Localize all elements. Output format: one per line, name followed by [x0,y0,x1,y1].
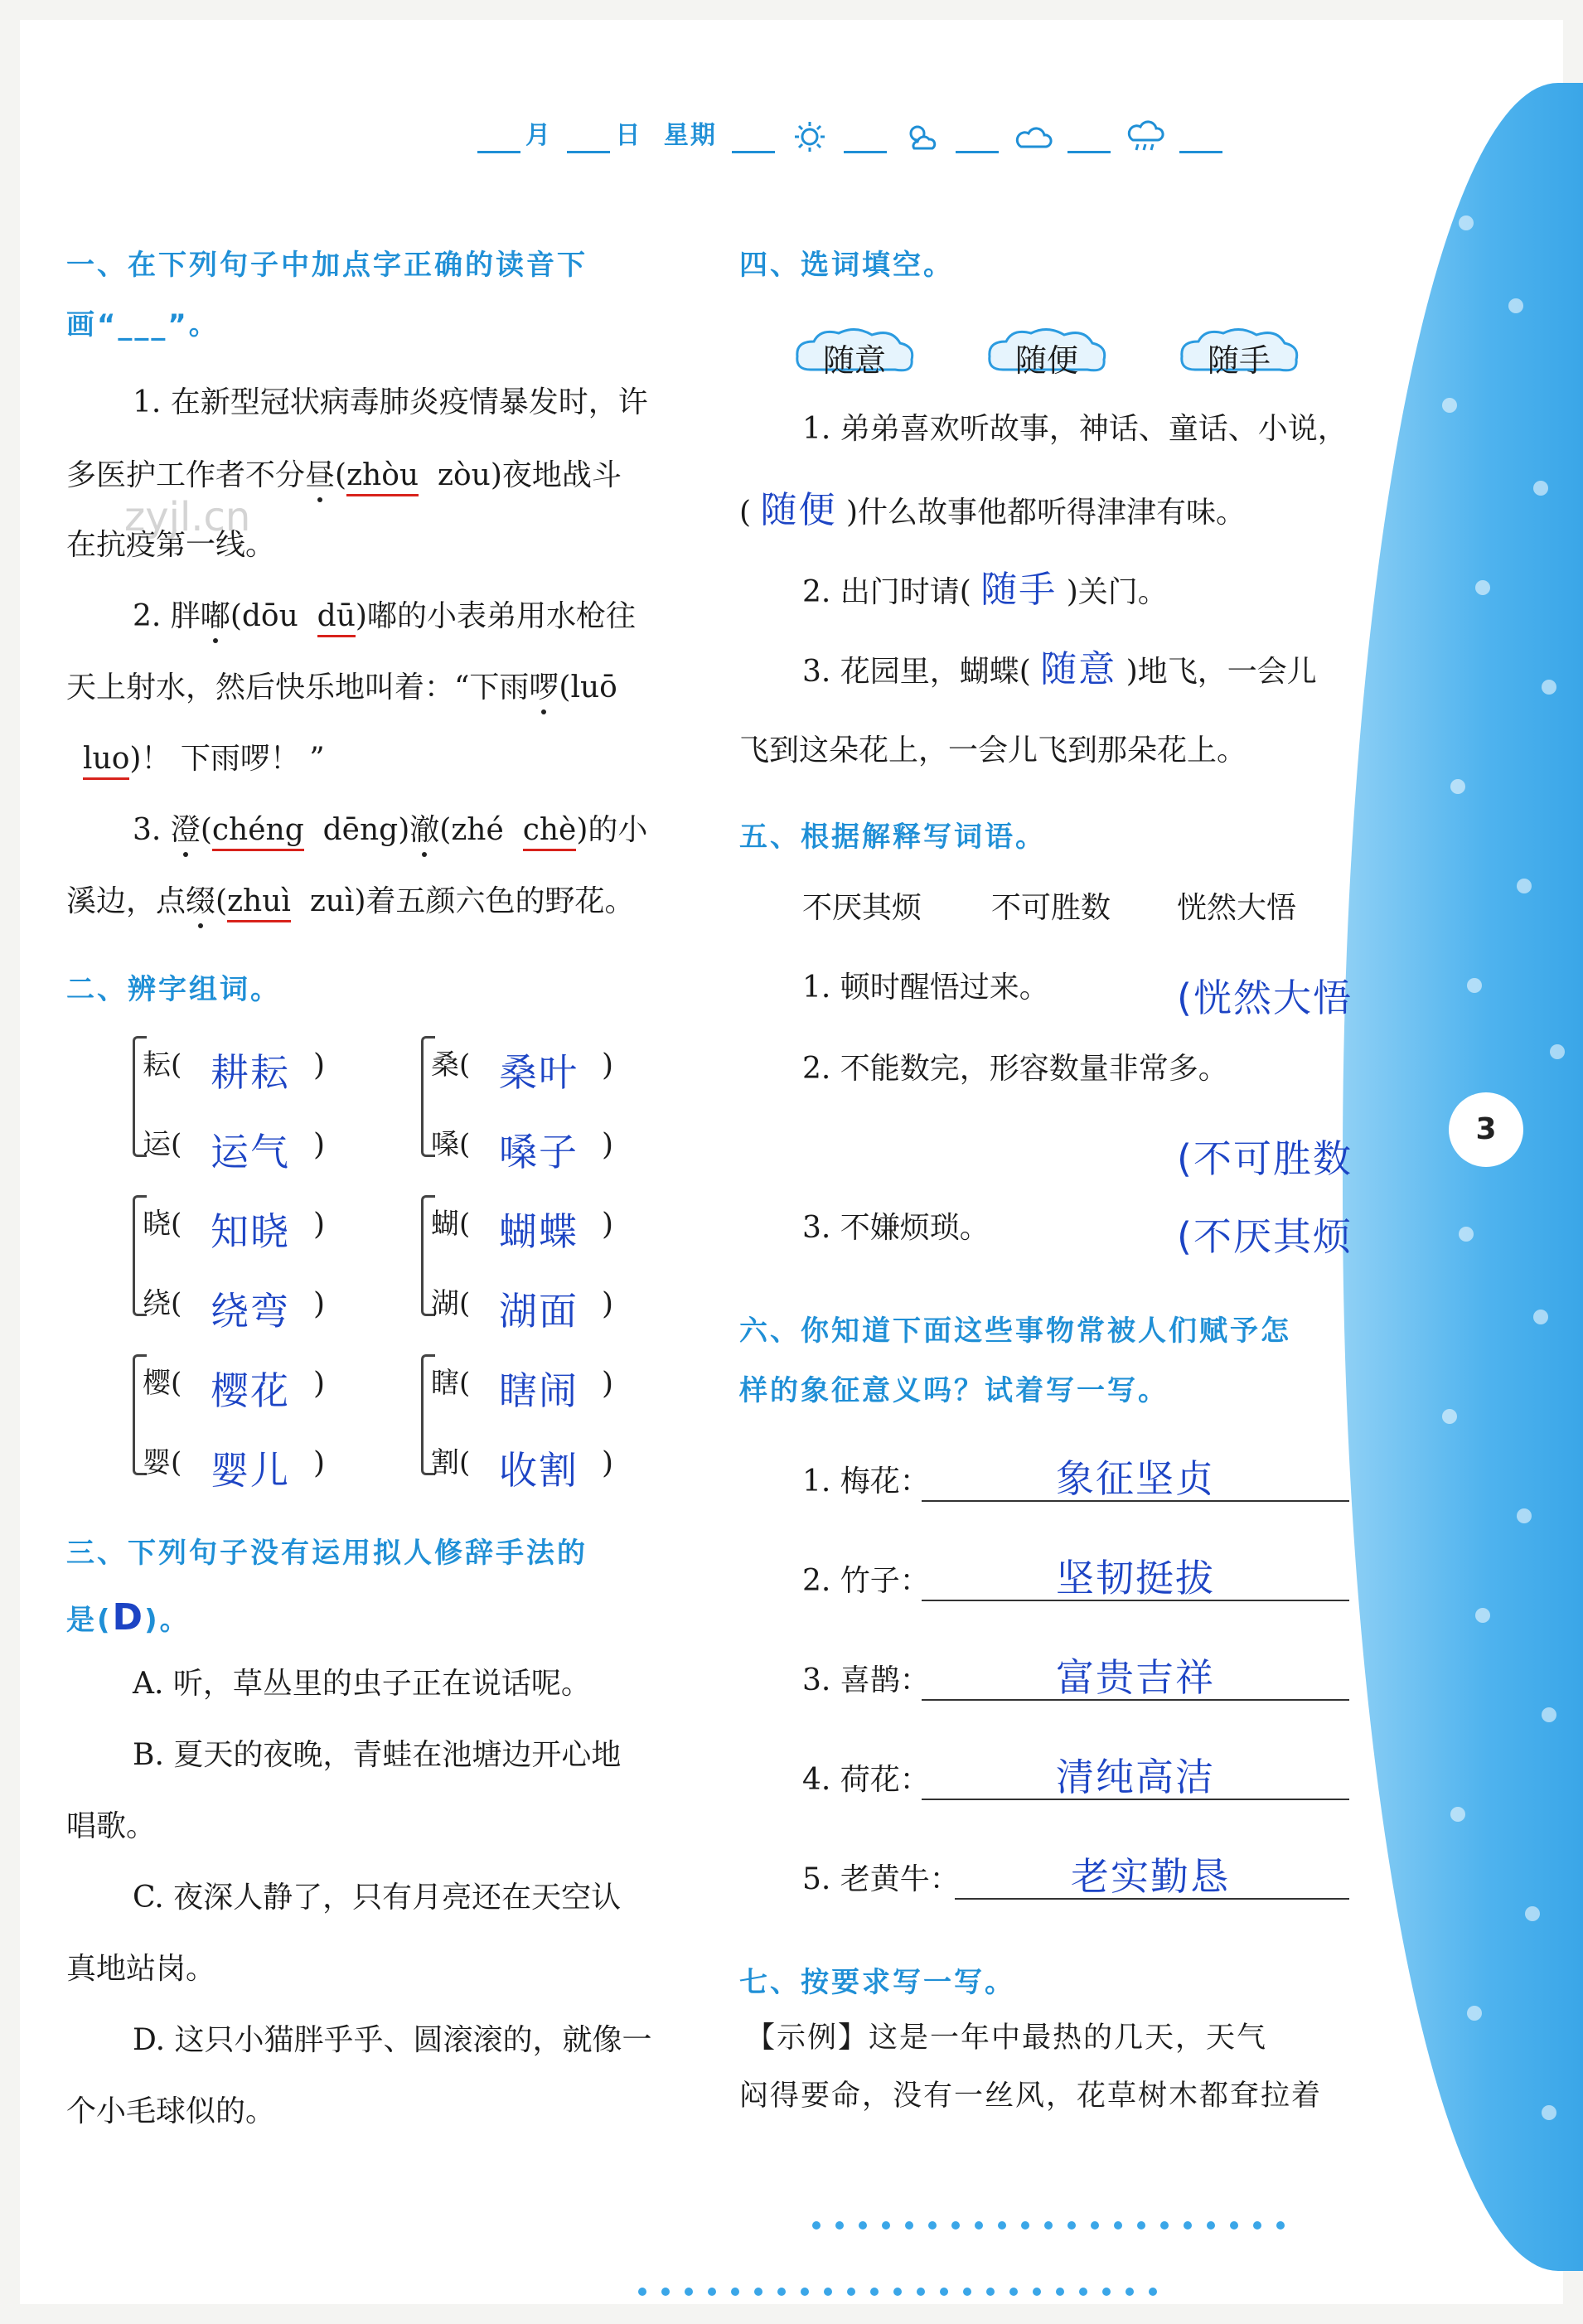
option-b-line2: 唱歌。 [66,1809,157,1843]
word-cloud: 随便 [985,325,1109,376]
s4-q1-line2: ( 随便 )什么故事他都听得津津有味。 [739,489,1246,531]
option-d-line2: 个小毛球似的。 [66,2094,276,2128]
q1-line2: 多医护工作者不分昼(zhòu zòu)夜地战斗 [66,461,622,491]
s5-answer-2: (不可胜数 [1177,1136,1353,1181]
rainy-icon [1126,120,1164,153]
option-a: A. 听，草丛里的虫子正在说话呢。 [133,1667,591,1701]
s6-label: 2. 竹子： [802,1564,930,1598]
s5-option: 恍然大悟 [1177,891,1297,925]
option-b-line1: B. 夏天的夜晚，青蛙在池塘边开心地 [133,1738,622,1772]
answer-letter: D [112,1596,145,1639]
char-prompt: 樱( [143,1367,182,1400]
option-c-line2: 真地站岗。 [66,1952,216,1986]
date-header [472,114,1227,153]
s5-q3: 3. 不嫌烦琐。 [802,1211,990,1245]
partly-sunny-icon [903,120,941,153]
option-c-line1: C. 夜深人静了，只有月亮还在天空认 [133,1881,622,1915]
s5-option: 不厌其烦 [802,891,922,925]
s5-answer-1: (恍然大悟 [1177,976,1353,1020]
answer-word: 运气 [211,1130,290,1174]
day-label: 日 [615,121,642,150]
s6-answer: 坚韧挺拔 [1056,1556,1215,1600]
q1-line3: 在抗疫第一线。 [66,528,276,562]
decorative-dots [638,2288,1172,2296]
s6-answer: 象征坚贞 [1056,1456,1215,1501]
char-prompt: 绕( [143,1287,182,1320]
section-6-title-line2: 样的象征意义吗？试着写一写。 [739,1374,1169,1407]
char-prompt: 湖( [431,1287,471,1320]
q3-line1: 3. 澄(chéng dēng)澈(zhé chè)的小 [133,816,647,845]
answer-word: 随手 [980,569,1058,611]
s6-label: 1. 梅花： [802,1465,930,1498]
watermark: zyjl.cn [124,494,251,540]
cloudy-icon [1014,120,1053,153]
s6-answer: 富贵吉祥 [1056,1655,1215,1700]
section-7-title: 七、按要求写一写。 [739,1966,1015,1999]
section-2-title: 二、辨字组词。 [66,973,281,1006]
answer-word: 桑叶 [499,1050,578,1095]
char-prompt: 蝴( [431,1208,471,1241]
example-line1: 【示例】这是一年中最热的几天，天气 [746,2021,1268,2055]
char-prompt: 运( [143,1128,182,1161]
s5-answer-3: (不厌其烦 [1177,1214,1353,1259]
s6-label: 4. 荷花： [802,1763,930,1797]
s6-label: 5. 老黄牛： [802,1862,960,1896]
char-prompt: 桑( [431,1048,471,1082]
s4-q3-line1: 3. 花园里，蝴蝶( 随意 )地飞，一会儿 [802,648,1317,690]
answer-word: 瞎闹 [499,1368,578,1413]
section-3-title-line2: 是(D)。 [66,1596,191,1639]
section-6-title-line1: 六、你知道下面这些事物常被人们赋予怎 [739,1315,1291,1348]
answer-word: 湖面 [499,1289,578,1334]
s5-q2: 2. 不能数完，形容数量非常多。 [802,1052,1228,1086]
section-5-title: 五、根据解释写词语。 [739,821,1046,854]
decorative-dots [812,2221,1300,2230]
s5-q1: 1. 顿时醒悟过来。 [802,971,1049,1005]
s5-option: 不可胜数 [991,891,1111,925]
s4-q2: 2. 出门时请( 随手 )关门。 [802,569,1168,611]
answer-word: 随便 [760,489,837,531]
char-prompt: 瞎( [431,1367,471,1400]
q2-line3: luo)！ 下雨啰！ ” [83,744,325,774]
q2-line1: 2. 胖嘟(dōu dū)嘟的小表弟用水枪往 [133,602,636,632]
section-4-title: 四、选词填空。 [739,249,954,282]
word-cloud: 随手 [1177,325,1301,376]
s4-q1-line1: 1. 弟弟喜欢听故事，神话、童话、小说， [802,412,1348,446]
s6-answer: 清纯高洁 [1056,1755,1215,1799]
char-prompt: 婴( [143,1446,182,1479]
section-1-title-line2: 画“___”。 [66,308,220,341]
q2-line2: 天上射水，然后快乐地叫着：“下雨啰(luō [66,671,617,704]
char-prompt: 嗓( [431,1128,471,1161]
answer-word: 耕耘 [211,1050,290,1095]
page-number: 3 [1449,1092,1523,1167]
word-cloud: 随意 [792,325,917,376]
answer-word: 婴儿 [211,1448,290,1493]
answer-word: 绕弯 [211,1289,290,1334]
s6-answer: 老实勤恳 [1071,1854,1230,1899]
example-line2: 闷得要命，没有一丝风，花草树木都耷拉着 [739,2079,1323,2113]
char-prompt: 割( [431,1446,471,1479]
answer-word: 蝴蝶 [499,1209,578,1254]
section-1-title-line1: 一、在下列句子中加点字正确的读音下 [66,249,588,282]
answer-word: 随意 [1040,648,1117,690]
s6-label: 3. 喜鹊： [802,1663,930,1697]
q3-line2: 溪边，点缀(zhuì zuì)着五颜六色的野花。 [66,887,635,917]
q1-line1: 1. 在新型冠状病毒肺炎疫情暴发时，许 [133,385,648,419]
month-label: 月 [525,121,552,150]
answer-word: 樱花 [211,1368,290,1413]
option-d-line1: D. 这只小猫胖乎乎、圆滚滚的，就像一 [133,2023,652,2057]
char-prompt: 晓( [143,1208,182,1241]
weekday-label: 星期 [663,121,717,150]
section-3-title-line1: 三、下列句子没有运用拟人修辞手法的 [66,1537,588,1570]
answer-word: 知晓 [211,1209,290,1254]
sunny-icon [791,120,829,153]
answer-word: 收割 [499,1448,578,1493]
char-prompt: 耘( [143,1048,182,1082]
s4-q3-line2: 飞到这朵花上，一会儿飞到那朵花上。 [739,734,1247,767]
answer-word: 嗓子 [499,1130,578,1174]
